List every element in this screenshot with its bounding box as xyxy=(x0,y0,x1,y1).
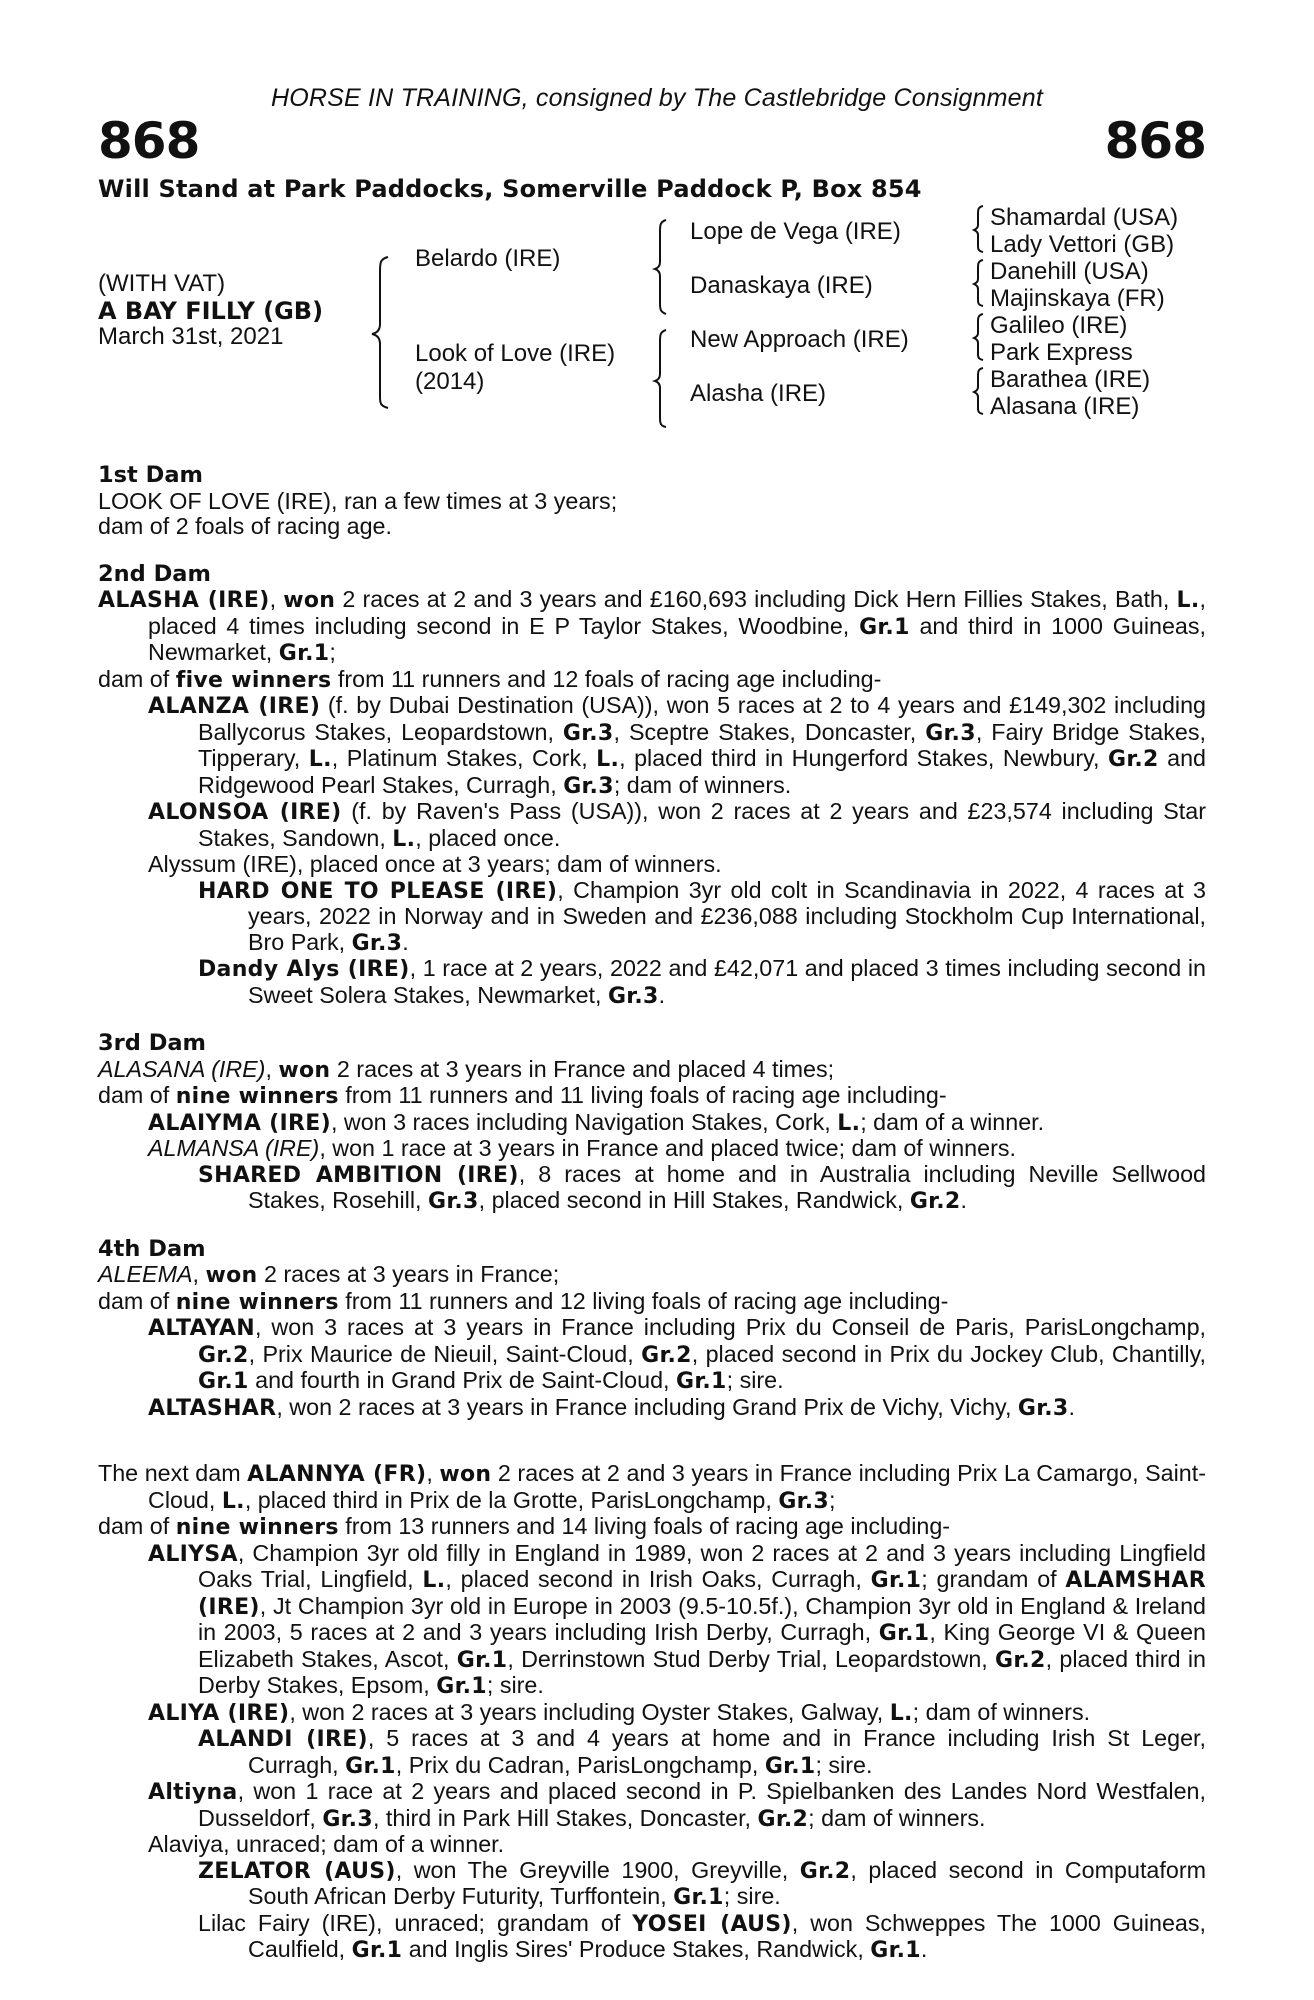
horse-almansa: ALMANSA (IRE) xyxy=(148,1135,320,1161)
horse-name: A BAY FILLY (GB) xyxy=(98,297,324,325)
entry-text: , won 3 races including Navigation Stakes, Cork, xyxy=(330,1108,838,1135)
first-dam-section xyxy=(98,463,1206,540)
entry-text: and third in 1000 Guineas, Newmarket, xyxy=(148,612,1206,665)
gen3-brace-1 xyxy=(974,206,983,252)
entry-text: , placed once. xyxy=(415,824,561,851)
second-dam-heading: 2nd Dam xyxy=(98,560,211,587)
ggp-4: Majinskaya (FR) xyxy=(990,285,1165,312)
shared-ambition-entry xyxy=(98,1162,1206,1215)
entry-text: , xyxy=(265,1055,279,1082)
altiyna-entry xyxy=(98,1779,1206,1832)
entry-text: ; sire. xyxy=(486,1672,544,1698)
entry-text: ; dam of winners. xyxy=(912,1698,1091,1725)
alasana-entry xyxy=(98,1057,1206,1084)
grade-listed: L. xyxy=(889,1700,913,1726)
entry-text: ; dam of winners. xyxy=(613,771,792,798)
grade-2: Gr.2 xyxy=(198,1342,249,1368)
grade-2: Gr.2 xyxy=(995,1647,1046,1673)
entry-text: , placed third in Prix de la Grotte, ParisLongchamp, xyxy=(244,1486,779,1513)
grade-1: Gr.1 xyxy=(764,1753,816,1779)
grade-listed: L. xyxy=(1176,588,1200,613)
horse-hard-one-to-please: HARD ONE TO PLEASE (IRE) xyxy=(198,878,558,904)
grade-1: Gr.1 xyxy=(456,1647,508,1673)
third-dam-heading: 3rd Dam xyxy=(98,1030,206,1056)
gen2-brace-sire xyxy=(655,220,666,314)
grade-listed: L. xyxy=(308,747,332,772)
entry-text: ; xyxy=(329,639,336,665)
entry-text: 2 races at 3 years in France; xyxy=(257,1261,560,1287)
entry-text: . xyxy=(658,981,666,1008)
entry-text: , won Schweppes The 1000 Guineas, Caulfield, xyxy=(248,1909,1206,1962)
entry-text: , Derrinstown Stud Derby Trial, Leopardstown, xyxy=(507,1645,996,1672)
horse-shared-ambition: SHARED AMBITION (IRE) xyxy=(198,1162,519,1188)
horse-aliysa: ALIYSA xyxy=(148,1541,238,1567)
grade-1: Gr.1 xyxy=(675,1369,727,1394)
aliysa-entry xyxy=(98,1541,1206,1700)
horse-zelator: ZELATOR (AUS) xyxy=(198,1858,396,1884)
entry-text: (f. by Dubai Destination (USA)), won 5 races at 2 to 4 years and £149,302 including Ballycorus Stakes, Leopardstown, xyxy=(198,692,1206,745)
grade-1: Gr.1 xyxy=(351,1938,403,1963)
zelator-entry xyxy=(98,1858,1206,1911)
grade-3: Gr.3 xyxy=(1017,1395,1069,1421)
gen3-brace-2 xyxy=(974,260,983,306)
ggp-2: Lady Vettori (GB) xyxy=(990,231,1175,258)
won-label: won xyxy=(283,588,336,613)
grade-1: Gr.1 xyxy=(198,1369,249,1394)
grade-listed: L. xyxy=(422,1568,446,1593)
alyssum-entry: Alyssum (IRE), placed once at 3 years; dam of winners. xyxy=(148,851,722,877)
entry-text: , Sceptre Stakes, Doncaster, xyxy=(613,718,926,745)
fourth-dam-summary xyxy=(98,1289,1206,1316)
horse-alasha: ALASHA (IRE) xyxy=(98,588,270,613)
grade-3: Gr.3 xyxy=(351,930,403,956)
gen3-brace-4 xyxy=(974,368,983,414)
ggp-6: Park Express xyxy=(990,339,1133,366)
grade-3: Gr.3 xyxy=(778,1488,829,1514)
entry-text: The next dam xyxy=(98,1460,248,1486)
entry-text: , won 1 race at 3 years in France and placed twice; dam of winners. xyxy=(319,1135,1016,1161)
summary-text: dam of xyxy=(98,1287,176,1314)
entry-text: . xyxy=(920,1936,928,1962)
dam: Look of Love (IRE) xyxy=(415,340,616,367)
dam-sire: New Approach (IRE) xyxy=(690,326,909,353)
gen3-brace-3 xyxy=(974,314,983,360)
summary-text: dam of xyxy=(98,665,176,692)
entry-text: and Inglis Sires' Produce Stakes, Randwick, xyxy=(402,1936,871,1962)
winners-count: nine winners xyxy=(175,1084,339,1109)
entry-text: , Prix Maurice de Nieuil, Saint-Cloud, xyxy=(248,1340,642,1367)
horse-altiyna: Altiyna xyxy=(148,1780,238,1805)
lot-number-right: 868 xyxy=(1104,112,1206,170)
grade-2: Gr.2 xyxy=(641,1342,692,1368)
hard-one-to-please-entry xyxy=(98,878,1206,957)
horse-alonsoa: ALONSOA (IRE) xyxy=(148,800,342,825)
entry-text: ; sire. xyxy=(723,1883,781,1909)
dam-line-body xyxy=(98,463,1206,1986)
alaiyma-entry xyxy=(98,1110,1206,1137)
summary-text: from 11 runners and 12 living foals of racing age including- xyxy=(338,1287,949,1314)
alonsoa-entry xyxy=(98,799,1206,852)
first-dam-line-2: dam of 2 foals of racing age. xyxy=(98,513,392,539)
grade-2: Gr.2 xyxy=(757,1806,809,1832)
entry-text: , 5 races at 3 and 4 years at home and in France including Irish St Leger, Curragh, xyxy=(248,1725,1206,1778)
entry-text: , placed third in Hungerford Stakes, Newbury, xyxy=(619,745,1109,771)
entry-text: , won 1 race at 2 years and placed second in P. Spielbanken des Landes Nord Westfalen, Dusseldorf, xyxy=(198,1778,1206,1831)
vat-note: (WITH VAT) xyxy=(98,270,226,297)
entry-text: (f. by Raven's Pass (USA)), won 2 races at 2 years and £23,574 including Star Stakes, Sandown, xyxy=(198,798,1206,851)
entry-text: ; dam of winners. xyxy=(808,1804,986,1831)
grade-2: Gr.2 xyxy=(909,1189,961,1214)
entry-text: ; sire. xyxy=(726,1367,784,1393)
consignor-line: HORSE IN TRAINING, consigned by The Castlebridge Consignment xyxy=(270,84,1044,112)
horse-aliya: ALIYA (IRE) xyxy=(148,1700,290,1726)
grade-3: Gr.3 xyxy=(562,720,614,746)
entry-text: , Fairy Bridge Stakes, Tipperary, xyxy=(198,718,1206,771)
altayan-entry xyxy=(98,1315,1206,1395)
entry-text: , placed second in Prix du Jockey Club, Chantilly, xyxy=(691,1340,1206,1367)
altashar-entry xyxy=(98,1395,1206,1422)
summary-text: from 11 runners and 11 living foals of racing age including- xyxy=(338,1082,947,1108)
grade-1: Gr.1 xyxy=(436,1674,487,1699)
sire-dam: Danaskaya (IRE) xyxy=(690,272,873,299)
horse-alanza: ALANZA (IRE) xyxy=(148,694,321,719)
entry-text: , placed third in Derby Stakes, Epsom, xyxy=(198,1645,1206,1698)
grade-3: Gr.3 xyxy=(607,983,659,1009)
entry-text: , won The Greyville 1900, Greyville, xyxy=(395,1856,800,1883)
ggp-3: Danehill (USA) xyxy=(990,258,1149,285)
summary-text: dam of xyxy=(98,1082,176,1108)
grade-2: Gr.2 xyxy=(799,1858,851,1884)
ggp-5: Galileo (IRE) xyxy=(990,312,1128,339)
horse-alandi: ALANDI (IRE) xyxy=(198,1727,368,1752)
entry-text: , won 2 races at 3 years in France including Grand Prix de Vichy, Vichy, xyxy=(276,1393,1018,1420)
gen1-brace xyxy=(372,257,388,408)
lilac-fairy-entry xyxy=(98,1911,1206,1964)
entry-text: , placed 4 times including second in E P Taylor Stakes, Woodbine, xyxy=(148,586,1206,639)
entry-text: 2 races at 3 years in France and placed 4 times; xyxy=(330,1055,835,1082)
horse-yosei: YOSEI (AUS) xyxy=(632,1911,792,1937)
next-dam-section xyxy=(98,1461,1206,1964)
entry-text: , placed second in Hill Stakes, Randwick, xyxy=(478,1187,910,1213)
aliya-entry xyxy=(98,1700,1206,1727)
summary-text: from 11 runners and 12 foals of racing age including- xyxy=(331,665,882,692)
alasha-entry: ALASHA (IRE), won 2 races at 2 and 3 years and £160,693 including Dick Hern Fillies Stakes, Bath, L., placed 4 times including second in E P Taylor Stakes, Woodbine, Gr.1 and third in 1000 Guineas, Newmarket, Gr.1; xyxy=(98,586,1206,666)
entry-text: and Ridgewood Pearl Stakes, Curragh, xyxy=(198,745,1207,798)
grade-1: Gr.1 xyxy=(870,1568,922,1593)
horse-alamshar: ALAMSHAR (IRE) xyxy=(198,1568,1206,1620)
horse-altayan: ALTAYAN xyxy=(148,1316,255,1341)
summary-text: from 13 runners and 14 living foals of racing age including- xyxy=(338,1513,951,1539)
entry-text: . xyxy=(1068,1393,1076,1420)
horse-foaled: March 31st, 2021 xyxy=(98,323,284,350)
entry-text: 2 races at 2 and 3 years in France including Prix La Camargo, Saint-Cloud, xyxy=(148,1460,1206,1513)
second-dam-summary xyxy=(98,667,1206,694)
entry-text: , Prix du Cadran, ParisLongchamp, xyxy=(395,1751,765,1778)
winners-count: nine winners xyxy=(175,1289,339,1315)
entry-text: ; xyxy=(828,1486,836,1513)
gen2-brace-dam xyxy=(655,330,666,427)
fourth-dam-heading: 4th Dam xyxy=(98,1235,206,1262)
entry-text: 2 races at 2 and 3 years and £160,693 including Dick Hern Fillies Stakes, Bath, xyxy=(335,586,1177,612)
entry-text: , Jt Champion 3yr old in Europe in 2003 (9.5-10.5f.), Champion 3yr old in England & Ireland in 2003, 5 races at 2 and 3 years including Irish Derby, Curragh, xyxy=(198,1592,1206,1645)
grade-3: Gr.3 xyxy=(563,773,614,799)
next-dam-summary xyxy=(98,1514,1206,1541)
entry-text: Lilac Fairy (IRE), unraced; grandam of xyxy=(198,1909,633,1936)
grade-3: Gr.3 xyxy=(925,720,976,746)
entry-text: , third in Park Hill Stakes, Doncaster, xyxy=(372,1804,758,1831)
dam-year: (2014) xyxy=(415,368,485,395)
ggp-7: Barathea (IRE) xyxy=(990,366,1151,393)
grade-1: Gr.1 xyxy=(673,1885,724,1910)
alandi-entry xyxy=(98,1726,1206,1779)
ggp-1: Shamardal (USA) xyxy=(990,204,1179,231)
horse-aleema: ALEEMA xyxy=(98,1261,193,1287)
summary-text: dam of xyxy=(98,1513,176,1539)
horse-dandy-alys: Dandy Alys (IRE) xyxy=(198,957,410,982)
dam-dam: Alasha (IRE) xyxy=(690,380,827,407)
almansa-entry xyxy=(98,1136,1206,1162)
entry-text: ; grandam of xyxy=(921,1566,1066,1592)
alaviya-entry: Alaviya, unraced; dam of a winner. xyxy=(148,1831,505,1857)
alanza-entry xyxy=(98,693,1206,799)
horse-alaiyma: ALAIYMA (IRE) xyxy=(148,1110,331,1136)
grade-1: Gr.1 xyxy=(278,641,330,666)
won-label: won xyxy=(205,1263,258,1288)
horse-alasana: ALASANA (IRE) xyxy=(98,1055,266,1082)
entry-text: ; dam of a winner. xyxy=(860,1108,1045,1135)
dandy-alys-entry xyxy=(98,956,1206,1009)
first-dam-line-1: LOOK OF LOVE (IRE), ran a few times at 3 years; xyxy=(98,487,618,514)
first-dam-heading: 1st Dam xyxy=(98,462,203,488)
won-label: won xyxy=(278,1057,331,1083)
entry-text: , 1 race at 2 years, 2022 and £42,071 and placed 3 times including second in Sweet Solera Stakes, Newmarket, xyxy=(248,955,1206,1008)
entry-text: ; sire. xyxy=(815,1751,873,1778)
won-label: won xyxy=(439,1462,492,1487)
entry-text: , Champion 3yr old filly in England in 1989, won 2 races at 2 and 3 years including Lingfield Oaks Trial, Lingfield, xyxy=(198,1539,1206,1592)
stand-location: Will Stand at Park Paddocks, Somerville Paddock P, Box 854 xyxy=(98,175,922,203)
entry-text: , won 2 races at 3 years including Oyster Stakes, Galway, xyxy=(289,1698,890,1725)
spacer xyxy=(98,1443,1206,1461)
entry-text: and fourth in Grand Prix de Saint-Cloud, xyxy=(248,1367,676,1393)
grade-1: Gr.1 xyxy=(878,1621,930,1646)
entry-text: , placed second in Irish Oaks, Curragh, xyxy=(445,1566,871,1592)
entry-text: . xyxy=(960,1187,967,1213)
horse-altashar: ALTASHAR xyxy=(148,1395,277,1421)
grade-3: Gr.3 xyxy=(322,1806,373,1832)
grade-listed: L. xyxy=(837,1110,861,1136)
grade-listed: L. xyxy=(596,747,620,772)
grade-listed: L. xyxy=(392,826,416,852)
second-dam-section xyxy=(98,562,1206,1010)
sire: Belardo (IRE) xyxy=(415,245,561,272)
third-dam-section xyxy=(98,1031,1206,1215)
alannya-entry xyxy=(98,1461,1206,1514)
winners-count: nine winners xyxy=(175,1515,339,1540)
fourth-dam-section xyxy=(98,1237,1206,1422)
entry-text: , xyxy=(426,1460,440,1486)
grade-listed: L. xyxy=(221,1488,245,1514)
sire-sire: Lope de Vega (IRE) xyxy=(690,218,901,245)
entry-text: . xyxy=(402,928,409,955)
aleema-entry xyxy=(98,1262,1206,1289)
entry-text: , xyxy=(192,1261,206,1287)
entry-text: , Champion 3yr old colt in Scandinavia in 2022, 4 races at 3 years, 2022 in Norway and in Sweden and £236,088 including Stockholm Cup International, Bro Park, xyxy=(248,876,1207,955)
grade-1: Gr.1 xyxy=(345,1753,396,1779)
winners-count: five winners xyxy=(175,667,332,693)
horse-alannya: ALANNYA (FR) xyxy=(247,1462,427,1487)
grade-1: Gr.1 xyxy=(859,614,910,640)
entry-text: , placed second in Computaform South African Derby Futurity, Turffontein, xyxy=(248,1856,1206,1909)
entry-text: , won 3 races at 3 years in France including Prix du Conseil de Paris, ParisLongchamp, xyxy=(255,1314,1206,1340)
ggp-8: Alasana (IRE) xyxy=(990,393,1140,420)
entry-text: , King George VI & Queen Elizabeth Stakes, Ascot, xyxy=(198,1619,1206,1672)
entry-text: , Platinum Stakes, Cork, xyxy=(331,745,597,771)
lot-number-left: 868 xyxy=(98,112,200,170)
third-dam-summary xyxy=(98,1083,1206,1110)
grade-2: Gr.2 xyxy=(1108,747,1159,772)
entry-text: , 8 races at home and in Australia including Neville Sellwood Stakes, Rosehill, xyxy=(248,1160,1206,1213)
grade-3: Gr.3 xyxy=(427,1189,479,1214)
grade-1: Gr.1 xyxy=(870,1938,921,1963)
